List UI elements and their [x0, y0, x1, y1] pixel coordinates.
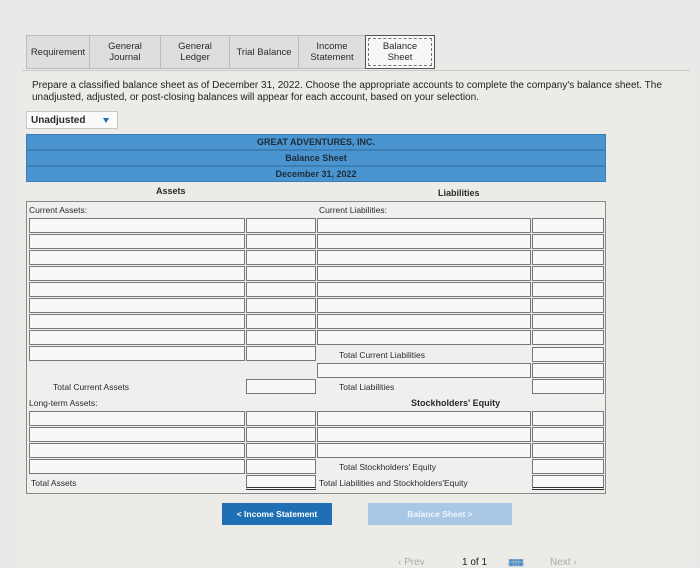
asset-account-select[interactable] [29, 411, 245, 426]
total-liabilities-input[interactable] [532, 379, 604, 394]
asset-account-select[interactable] [29, 427, 245, 442]
asset-amount-input[interactable] [246, 298, 316, 313]
total-current-assets-label: Total Current Assets [53, 382, 130, 392]
statement-date: December 31, 2022 [26, 166, 606, 182]
asset-account-select[interactable] [29, 330, 245, 345]
asset-amount-input[interactable] [246, 282, 316, 297]
pager-prev-label: Prev [404, 557, 425, 568]
total-liabilities-equity-input[interactable] [532, 475, 604, 490]
liability-account-select[interactable] [317, 314, 531, 329]
current-assets-label: Current Assets: [29, 205, 88, 215]
stockholders-equity-header: Stockholders' Equity [411, 398, 501, 408]
asset-amount-input[interactable] [246, 443, 316, 458]
equity-account-select[interactable] [317, 443, 531, 458]
liability-account-select[interactable] [317, 330, 531, 345]
asset-amount-input[interactable] [246, 427, 316, 442]
next-balance-sheet-button[interactable]: Balance Sheet > [368, 503, 512, 525]
equity-account-select[interactable] [317, 411, 531, 426]
grid-view-icon[interactable]: ▦▦ [508, 557, 524, 567]
long-term-assets-label: Long-term Assets: [29, 398, 98, 408]
statement-name: Balance Sheet [26, 150, 606, 166]
total-assets-label: Total Assets [31, 478, 77, 488]
asset-account-select[interactable] [29, 314, 245, 329]
total-liabilities-equity-label: Total Liabilities and Stockholders'Equity [319, 478, 468, 488]
tab-bar [26, 35, 434, 69]
liability-account-select[interactable] [317, 298, 531, 313]
prev-income-statement-button[interactable]: < Income Statement [222, 503, 332, 525]
asset-account-select[interactable] [29, 443, 245, 458]
chevron-down-icon [103, 118, 109, 123]
chevron-left-icon: ‹ [398, 557, 405, 568]
asset-account-select[interactable] [29, 266, 245, 281]
pager-next-label: Next [550, 557, 571, 568]
liability-account-select[interactable] [317, 234, 531, 249]
asset-account-select[interactable] [29, 282, 245, 297]
asset-account-select[interactable] [29, 346, 245, 361]
equity-amount-input[interactable] [532, 411, 604, 426]
liability-amount-input[interactable] [532, 314, 604, 329]
liability-account-select[interactable] [317, 250, 531, 265]
asset-amount-input[interactable] [246, 234, 316, 249]
tab-general-ledger[interactable]: General Ledger [160, 35, 230, 69]
total-current-assets-input[interactable] [246, 379, 316, 394]
assets-header: Assets [156, 186, 186, 196]
asset-account-select[interactable] [29, 234, 245, 249]
company-name: GREAT ADVENTURES, INC. [26, 134, 606, 150]
current-liabilities-label: Current Liabilities: [319, 205, 388, 215]
liability-account-select[interactable] [317, 218, 531, 233]
liability-amount-input[interactable] [532, 234, 604, 249]
equity-amount-input[interactable] [532, 427, 604, 442]
chevron-right-icon: › [570, 557, 577, 568]
asset-amount-input[interactable] [246, 411, 316, 426]
liability-amount-input[interactable] [532, 250, 604, 265]
balance-type-dropdown[interactable] [26, 111, 118, 129]
liability-amount-input[interactable] [532, 282, 604, 297]
balance-type-value: Unadjusted [31, 114, 86, 126]
asset-account-select[interactable] [29, 298, 245, 313]
asset-amount-input[interactable] [246, 314, 316, 329]
total-current-liabilities-input[interactable] [532, 347, 604, 362]
asset-amount-input[interactable] [246, 218, 316, 233]
tab-trial-balance[interactable]: Trial Balance [229, 35, 299, 69]
liabilities-header: Liabilities [438, 188, 480, 198]
total-equity-label: Total Stockholders' Equity [339, 462, 437, 472]
balance-sheet-grid [26, 201, 606, 494]
instructions-text: Prepare a classified balance sheet as of December 31, 2022. Choose the appropriate accounts to complete the company's balance sheet. The unadjusted, adjusted, or post-closing balances will appear for each account, based on your selection. [32, 80, 662, 103]
liability-amount-input[interactable] [532, 330, 604, 345]
balance-sheet-panel [22, 70, 690, 567]
liability-amount-input[interactable] [532, 218, 604, 233]
total-equity-input[interactable] [532, 459, 604, 474]
tab-income-statement[interactable]: Income Statement [298, 35, 366, 69]
tab-requirement[interactable]: Requirement [26, 35, 90, 69]
pager-position: 1 of 1 [462, 557, 488, 568]
pager-next-button[interactable] [550, 557, 577, 568]
asset-amount-input[interactable] [246, 266, 316, 281]
equity-account-select[interactable] [317, 427, 531, 442]
equity-amount-input[interactable] [532, 443, 604, 458]
asset-account-select[interactable] [29, 459, 245, 474]
asset-account-select[interactable] [29, 250, 245, 265]
liability-amount-input[interactable] [532, 298, 604, 313]
asset-amount-input[interactable] [246, 250, 316, 265]
liability-account-select[interactable] [317, 363, 531, 378]
tab-balance-sheet[interactable]: Balance Sheet [365, 35, 435, 69]
liability-account-select[interactable] [317, 282, 531, 297]
liability-account-select[interactable] [317, 266, 531, 281]
asset-amount-input[interactable] [246, 346, 316, 361]
asset-amount-input[interactable] [246, 330, 316, 345]
liability-amount-input[interactable] [532, 266, 604, 281]
pager-prev-button[interactable] [398, 557, 425, 568]
asset-account-select[interactable] [29, 218, 245, 233]
balance-sheet-form [26, 134, 606, 499]
tab-general-journal[interactable]: General Journal [89, 35, 161, 69]
total-assets-input[interactable] [246, 475, 316, 490]
liability-amount-input[interactable] [532, 363, 604, 378]
total-liabilities-label: Total Liabilities [339, 382, 395, 392]
asset-amount-input[interactable] [246, 459, 316, 474]
total-current-liabilities-label: Total Current Liabilities [339, 350, 425, 360]
